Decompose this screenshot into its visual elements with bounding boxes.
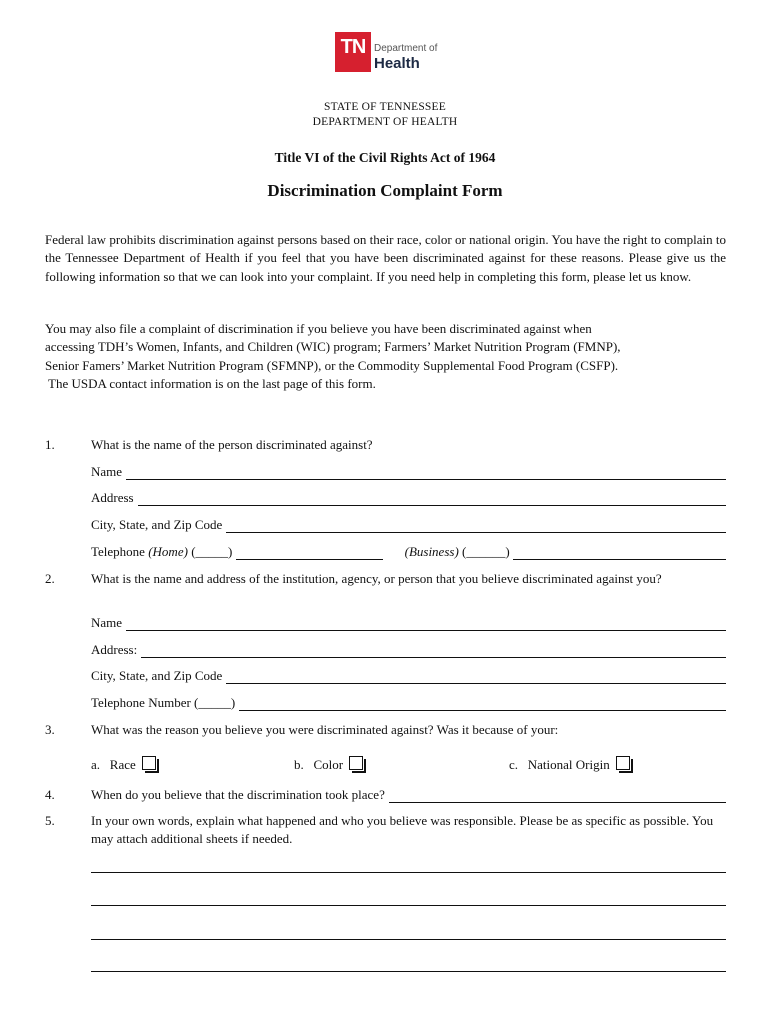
logo-health-text: Health [374, 55, 420, 72]
victim-name-field[interactable]: Name [91, 462, 726, 480]
respondent-address-field[interactable]: Address: [91, 640, 726, 658]
question-number: 3. [45, 722, 55, 737]
department-heading: DEPARTMENT OF HEALTH [312, 116, 458, 128]
question-number: 4. [45, 787, 55, 802]
respondent-city-field[interactable]: City, State, and Zip Code [91, 666, 726, 684]
business-phone-line[interactable] [513, 545, 726, 560]
national-origin-checkbox[interactable] [616, 756, 630, 770]
option-race[interactable]: a. Race [91, 756, 156, 773]
question-number: 2. [45, 571, 55, 586]
tn-health-logo [335, 28, 437, 72]
option-color[interactable]: b. Color [294, 756, 363, 773]
option-national-origin[interactable]: c. National Origin [509, 756, 630, 773]
question-number: 5. [45, 813, 55, 828]
intro-paragraph-1: Federal law prohibits discrimination against persons based on their race, color or national origin. You have the right to complain to the Tennessee Department of Health if you feel that you have been discriminated against for these reasons. Please give us the following information so that we can look into your complaint. If you need help in completing this form, please let us know. [45, 232, 726, 284]
state-heading: STATE OF TENNESSEE [324, 101, 446, 113]
discrimination-date-field[interactable] [91, 785, 726, 803]
question-text: What is the name and address of the institution, agency, or person that you believe discriminated against you? [91, 571, 662, 586]
logo-department-text: Department of [374, 43, 438, 54]
race-checkbox[interactable] [142, 756, 156, 770]
color-checkbox[interactable] [349, 756, 363, 770]
tn-logo-mark: TN [335, 32, 371, 72]
explanation-line[interactable] [91, 872, 726, 873]
home-phone-line[interactable] [236, 545, 383, 560]
respondent-telephone-field[interactable]: Telephone Number (_____) [91, 693, 726, 711]
form-title: Discrimination Complaint Form [267, 181, 503, 200]
victim-city-field[interactable]: City, State, and Zip Code [91, 515, 726, 533]
explanation-line[interactable] [91, 971, 726, 972]
question-text: When do you believe that the discrimination took place? [91, 787, 385, 802]
respondent-name-field[interactable]: Name [91, 613, 726, 631]
intro-paragraph-2: You may also file a complaint of discrimination if you believe you have been discriminated against when accessing TDH’s Women, Infants, and Children (WIC) program; Farmers’ Market Nutrition Program (FMNP), Senior Famers’ Market Nutrition Program (SFMNP), or the Commodity Supplemental Food Program (CSFP). The USDA contact information is on the last page of this form. [45, 321, 621, 391]
question-number: 1. [45, 437, 55, 452]
explanation-line[interactable] [91, 905, 726, 906]
question-text: In your own words, explain what happened and who you believe was responsible. Please be as specific as possible. You may attach additional sheets if needed. [91, 813, 714, 846]
explanation-line[interactable] [91, 939, 726, 940]
question-text: What was the reason you believe you were discriminated against? Was it because of your: [91, 722, 559, 737]
act-title: Title VI of the Civil Rights Act of 1964 [274, 150, 496, 165]
question-text: What is the name of the person discriminated against? [91, 437, 373, 452]
victim-telephone-field[interactable]: Telephone (Home) (_____) (Business) (______) [91, 542, 726, 560]
victim-address-field[interactable]: Address [91, 488, 726, 506]
